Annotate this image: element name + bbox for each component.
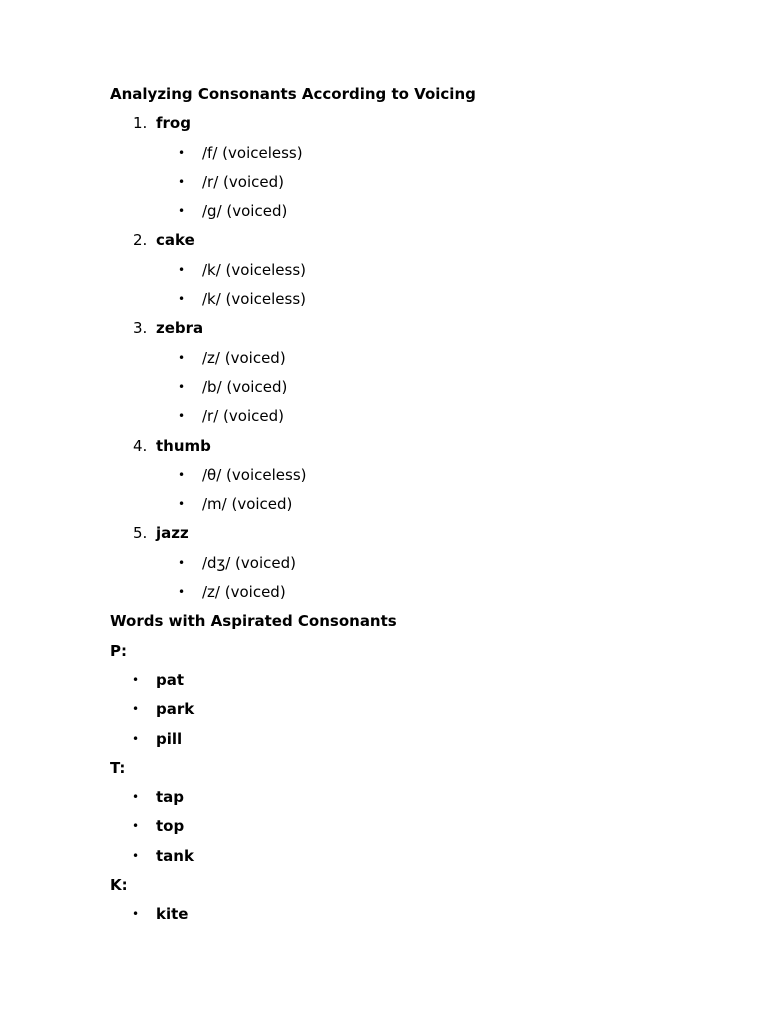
sound-text: /z/ (voiced) [202, 583, 286, 602]
bullet-icon: • [132, 790, 140, 805]
aspirated-item [110, 695, 730, 724]
document-page [110, 80, 730, 930]
bullet-icon: • [132, 702, 140, 717]
item-number: 4. [133, 436, 148, 455]
sound-text: /f/ (voiceless) [202, 143, 303, 162]
item-number: 1. [133, 114, 148, 133]
bullet-icon: • [178, 350, 186, 365]
bullet-icon: • [132, 731, 140, 746]
item-number: 2. [133, 231, 148, 250]
bullet-icon: • [178, 409, 186, 424]
sound-text: /z/ (voiced) [202, 348, 286, 367]
bullet-icon: • [178, 379, 186, 394]
bullet-icon: • [132, 907, 140, 922]
sound-text: /dʒ/ (voiced) [202, 553, 296, 572]
voicing-list-item [110, 226, 730, 255]
group-label-p: P: [110, 641, 127, 660]
sound-text: /g/ (voiced) [202, 202, 288, 221]
aspirated-item [110, 666, 730, 695]
sound-item [110, 197, 730, 226]
aspirated-item [110, 783, 730, 812]
bullet-icon: • [178, 585, 186, 600]
bullet-icon: • [178, 497, 186, 512]
item-number: 3. [133, 319, 148, 338]
sound-text: /r/ (voiced) [202, 407, 284, 426]
sound-item [110, 285, 730, 314]
sound-text: /k/ (voiceless) [202, 260, 306, 279]
bullet-icon: • [178, 174, 186, 189]
bullet-icon: • [178, 467, 186, 482]
aspirated-heading: Words with Aspirated Consonants [110, 612, 397, 631]
sound-text: /m/ (voiced) [202, 495, 293, 514]
sound-item [110, 461, 730, 490]
bullet-icon: • [178, 292, 186, 307]
sound-item [110, 139, 730, 168]
sound-item [110, 168, 730, 197]
aspirated-word: park [156, 700, 195, 719]
item-number: 5. [133, 524, 148, 543]
voicing-list [110, 109, 730, 607]
voicing-list-item [110, 432, 730, 461]
sound-item [110, 549, 730, 578]
bullet-icon: • [178, 204, 186, 219]
sound-text: /k/ (voiceless) [202, 290, 306, 309]
aspirated-item [110, 900, 730, 929]
sound-item [110, 578, 730, 607]
sound-item [110, 402, 730, 431]
sound-item [110, 490, 730, 519]
sound-item [110, 373, 730, 402]
bullet-icon: • [132, 819, 140, 834]
item-word: jazz [156, 524, 189, 543]
aspirated-word: kite [156, 905, 189, 924]
bullet-icon: • [132, 672, 140, 687]
aspirated-item [110, 842, 730, 871]
sound-item [110, 256, 730, 285]
bullet-icon: • [178, 262, 186, 277]
item-word: zebra [156, 319, 204, 338]
item-word: cake [156, 231, 195, 250]
sound-item [110, 344, 730, 373]
voicing-list-item [110, 109, 730, 138]
aspirated-word: tap [156, 788, 185, 807]
aspirated-word: pill [156, 729, 183, 748]
bullet-icon: • [178, 145, 186, 160]
item-word: thumb [156, 436, 211, 455]
voicing-list-item [110, 314, 730, 343]
bullet-icon: • [178, 555, 186, 570]
voicing-list-item [110, 519, 730, 548]
sound-text: /r/ (voiced) [202, 172, 284, 191]
aspirated-word: top [156, 817, 185, 836]
sound-text: /b/ (voiced) [202, 377, 288, 396]
group-label-k: K: [110, 876, 128, 895]
item-word: frog [156, 114, 191, 133]
group-label-t: T: [110, 758, 126, 777]
document-title: Analyzing Consonants According to Voicing [110, 85, 476, 103]
aspirated-word: tank [156, 846, 194, 865]
sound-text: /θ/ (voiceless) [202, 465, 307, 484]
bullet-icon: • [132, 848, 140, 863]
aspirated-item [110, 812, 730, 841]
aspirated-word: pat [156, 670, 185, 689]
aspirated-item [110, 725, 730, 754]
